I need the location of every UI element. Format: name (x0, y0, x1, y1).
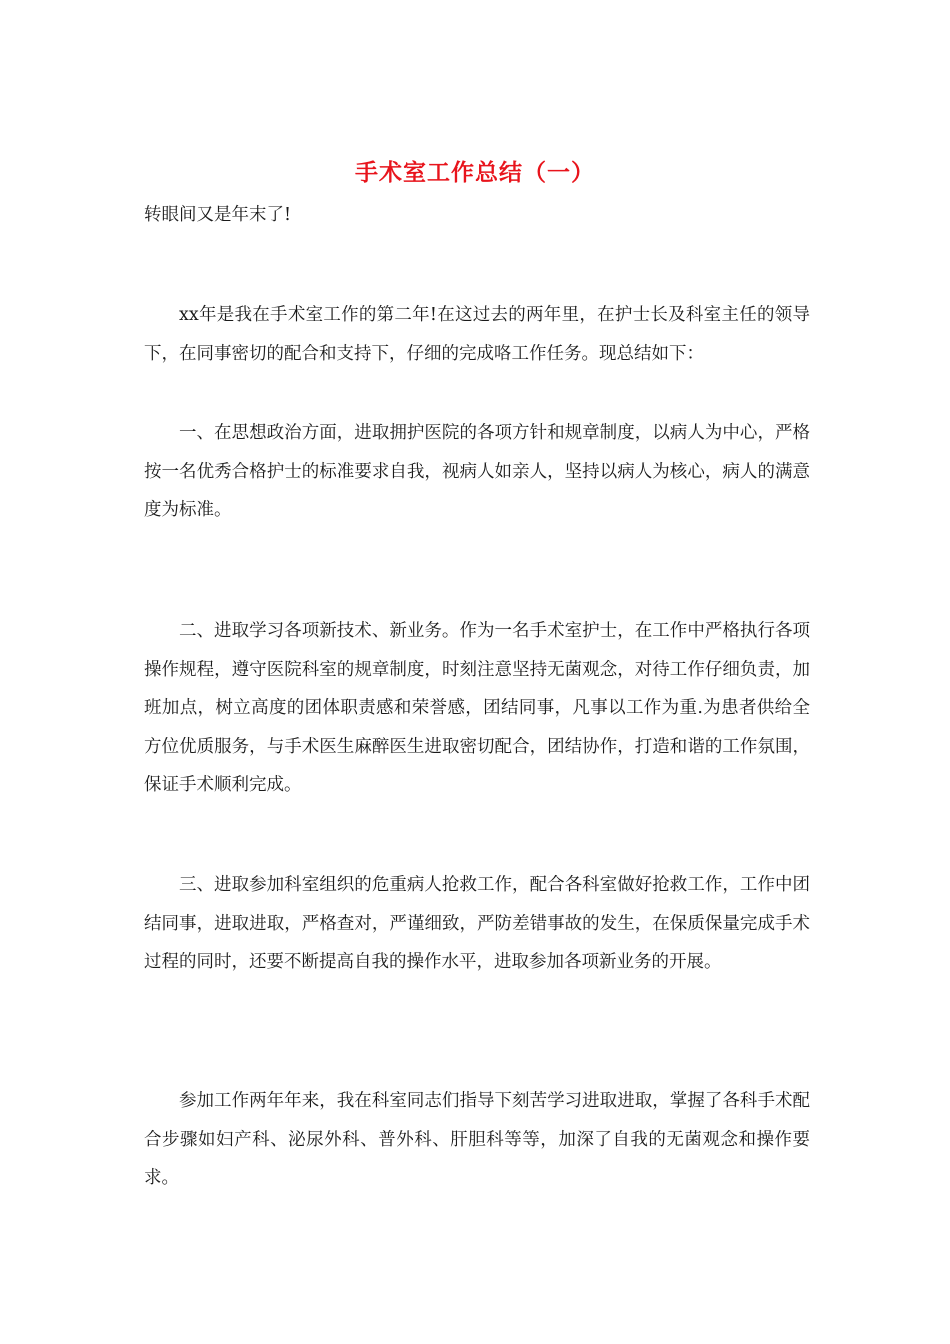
paragraph-overview: xx年是我在手术室工作的第二年!在这过去的两年里，在护士长及科室主任的领导下，在同事密切的配合和支持下，仔细的完成咯工作任务。现总结如下： (144, 305, 810, 364)
paragraph-summary: 参加工作两年年来，我在科室同志们指导下刻苦学习进取进取，掌握了各科手术配合步骤如妇产科、泌尿外科、普外科、肝胆科等等，加深了自我的无菌观念和操作要求。 (144, 1091, 810, 1188)
paragraph-section-one: 一、在思想政治方面，进取拥护医院的各项方针和规章制度，以病人为中心，严格按一名优秀合格护士的标准要求自我，视病人如亲人，坚持以病人为核心，病人的满意度为标准。 (144, 423, 810, 520)
paragraph-section-three: 三、进取参加科室组织的危重病人抢救工作，配合各科室做好抢救工作，工作中团结同事，进取进取，严格查对，严谨细致，严防差错事故的发生，在保质保量完成手术过程的同时，还要不断提高自我的操作水平，进取参加各项新业务的开展。 (144, 875, 810, 972)
paragraph-intro: 转眼间又是年末了! (144, 205, 292, 225)
paragraph-section-two: 二、进取学习各项新技术、新业务。作为一名手术室护士，在工作中严格执行各项操作规程，遵守医院科室的规章制度，时刻注意坚持无菌观念，对待工作仔细负责，加班加点，树立高度的团体职责感和荣誉感，团结同事，凡事以工作为重.为患者供给全方位优质服务，与手术医生麻醉医生进取密切配合，团结协作，打造和谐的工作氛围，保证手术顺利完成。 (144, 621, 810, 795)
page-title: 手术室工作总结（一） (355, 160, 595, 186)
